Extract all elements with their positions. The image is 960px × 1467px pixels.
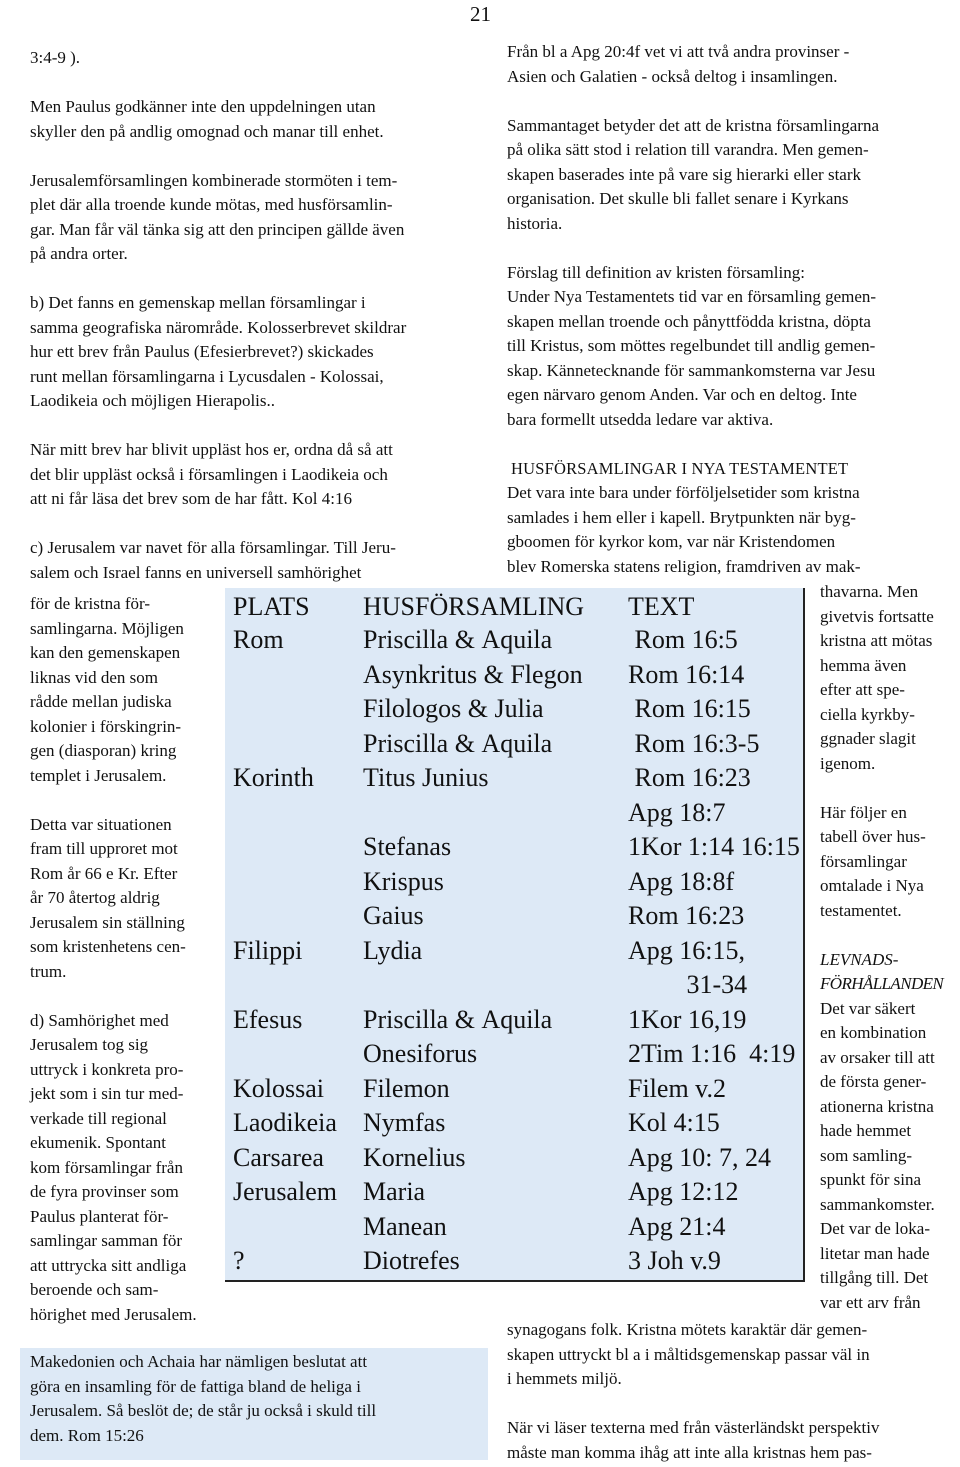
- table-cell-text: 1Kor 16,19: [628, 1004, 747, 1034]
- text-line: samlades i hem eller i kapell. Brytpunkten när byg-: [507, 507, 856, 527]
- text-line: skap. Kännetecknande för sammankomsterna var Jesu: [507, 360, 876, 380]
- text-line: [30, 984, 230, 1009]
- text-line: ekumenik. Spontant: [30, 1133, 166, 1152]
- text-line: Förslag till definition av kristen församling:: [507, 262, 805, 282]
- text-line: kolonier i förskingrin-: [30, 716, 182, 736]
- table-cell-place: Rom: [233, 625, 284, 654]
- text-line: organisation. Det skulle bli fallet senare i Kyrkans: [507, 189, 849, 208]
- table-cell-church: Onesiforus: [363, 1039, 478, 1068]
- text-line: jekt som i sin tur med-: [30, 1084, 184, 1103]
- text-line: synagogans folk. Kristna mötets karaktär där gemen-: [507, 1320, 868, 1339]
- text-line: [507, 236, 957, 261]
- table-row: [225, 658, 803, 693]
- table-cell-text: Filem v.2: [628, 1073, 726, 1103]
- table-cell-text: Apg 18:7: [628, 797, 726, 827]
- text-line: historia.: [507, 213, 563, 233]
- quote-text: [30, 1350, 376, 1448]
- table-header-church: HUSFÖRSAMLING: [363, 592, 585, 621]
- text-line: fram till upproret mot: [30, 839, 178, 858]
- table-cell-text: Rom 16:14: [628, 659, 745, 689]
- text-line: kan den gemenskapen: [30, 643, 181, 662]
- table-row: [225, 692, 803, 727]
- text-line: [30, 71, 485, 96]
- table-cell-church: Priscilla & Aquila: [363, 1004, 553, 1034]
- table-cell-text: Rom 16:15: [628, 694, 751, 723]
- text-line: [820, 923, 960, 948]
- table-cell-church: Diotrefes: [363, 1246, 460, 1275]
- text-line: Rom år 66 e Kr. Efter: [30, 863, 178, 883]
- text-line: samma geografiska närområde. Kolosserbrevet skildrar: [30, 317, 407, 337]
- text-line: liknas vid den som: [30, 667, 158, 687]
- table-cell-text: 2Tim 1:16 4:19: [628, 1039, 796, 1068]
- text-line: blev Romerska statens religion, framdriven av mak-: [507, 556, 861, 576]
- table-cell-text: Apg 16:15,: [628, 935, 745, 965]
- text-line: [30, 414, 485, 439]
- table-cell-church: Gaius: [363, 901, 424, 930]
- text-line: Det vara inte bara under förföljelsetider som kristna: [507, 483, 860, 502]
- text-line: [30, 788, 230, 813]
- text-line: d) Samhörighet med: [30, 1010, 169, 1030]
- text-line: år 70 återtog aldrig: [30, 888, 160, 907]
- table-cell-place: Laodikeia: [233, 1108, 337, 1137]
- text-line: i hemmets miljö.: [507, 1369, 622, 1388]
- table-cell-text: 3 Joh v.9: [628, 1246, 721, 1275]
- table-cell-text: Kol 4:15: [628, 1108, 720, 1137]
- text-line: omtalade i Nya: [820, 876, 924, 895]
- text-line: runt mellan församlingarna i Lycusdalen - Kolossai,: [30, 366, 384, 386]
- text-line: gar. Man får väl tänka sig att den principen gällde även: [30, 219, 405, 239]
- text-line: Detta var situationen: [30, 814, 172, 834]
- text-line: 3:4-9 ).: [30, 48, 81, 67]
- text-line: tabell över hus-: [820, 827, 926, 846]
- text-line: [820, 776, 960, 801]
- right-side-column-text: [820, 580, 960, 1315]
- text-line: plet där alla troende kunde mötas, med husförsamlin-: [30, 195, 393, 214]
- table-cell-text: Rom 16:3-5: [628, 728, 760, 758]
- table-row: [225, 1210, 803, 1245]
- text-line: bara formellt utsedda ledare var aktiva.: [507, 409, 774, 429]
- text-line: på andra orter.: [30, 244, 128, 263]
- text-line: Jerusalemförsamlingen kombinerade stormöten i tem-: [30, 170, 398, 190]
- table-cell-church: Nymfas: [363, 1108, 446, 1137]
- table-cell-church: Manean: [363, 1211, 447, 1241]
- left-column-text: [30, 46, 485, 585]
- table-row: [225, 1175, 803, 1210]
- left-narrow-column-text: [30, 592, 230, 1327]
- text-line: för de kristna för-: [30, 594, 151, 613]
- table-cell-text: Apg 18:8f: [628, 866, 735, 896]
- table-row: [225, 623, 803, 658]
- text-line: de fyra provinser som: [30, 1182, 179, 1201]
- text-line: skapen mellan troende och pånyttfödda kristna, döpta: [507, 311, 871, 331]
- scripture-quote-box: [20, 1348, 488, 1460]
- text-line: hade hemmet: [820, 1121, 912, 1140]
- text-line: Laodikeia och möjligen Hierapolis..: [30, 391, 276, 410]
- text-line: ationerna kristna: [820, 1096, 934, 1116]
- section-text: [507, 481, 957, 579]
- text-line: efter att spe-: [820, 680, 905, 699]
- text-line: Här följer en: [820, 802, 907, 822]
- text-line: trum.: [30, 961, 67, 981]
- right-column-text: [507, 40, 957, 432]
- table-cell-church: Krispus: [363, 866, 444, 896]
- text-line: litetar man hade: [820, 1243, 930, 1263]
- text-line: var ett arv från: [820, 1292, 921, 1312]
- text-line: de första gener-: [820, 1072, 927, 1091]
- text-line: Under Nya Testamentets tid var en församling gemen-: [507, 287, 877, 306]
- text-line: testamentet.: [820, 900, 902, 920]
- table-header-text: TEXT: [628, 592, 695, 621]
- text-line: [507, 89, 957, 114]
- text-line: beroende och sam-: [30, 1280, 159, 1299]
- text-line: [30, 144, 485, 169]
- table-header-place: PLATS: [233, 592, 310, 621]
- text-line: Sammantaget betyder det att de kristna församlingarna: [507, 115, 879, 135]
- text-line: LEVNADS-: [820, 949, 899, 969]
- text-line: När mitt brev har blivit uppläst hos er, ordna då så att: [30, 440, 393, 459]
- table-cell-church: Priscilla & Aquila: [363, 625, 553, 654]
- text-line: FÖRHÅLLANDEN: [820, 974, 944, 993]
- text-line: igenom.: [820, 753, 876, 773]
- text-line: hemma även: [820, 655, 907, 675]
- text-line: salem och Israel fanns en universell samhörighet: [30, 562, 362, 582]
- text-line: Från bl a Apg 20:4f vet vi att två andra provinser -: [507, 42, 850, 61]
- text-line: som samling-: [820, 1145, 913, 1165]
- text-line: att uttrycka sitt andliga: [30, 1255, 187, 1275]
- table-cell-text: Rom 16:23: [628, 901, 745, 930]
- text-line: dem. Rom 15:26: [30, 1425, 144, 1445]
- text-line: en kombination: [820, 1023, 927, 1042]
- table-cell-text: 1Kor 1:14 16:15: [628, 832, 800, 861]
- table-cell-text: Rom 16:5: [628, 625, 738, 654]
- text-line: templet i Jerusalem.: [30, 765, 167, 785]
- table-cell-place: Kolossai: [233, 1073, 324, 1103]
- text-line: verkade till regional: [30, 1108, 167, 1128]
- text-line: Men Paulus godkänner inte den uppdelningen utan: [30, 97, 376, 116]
- table-cell-place: Efesus: [233, 1004, 303, 1034]
- text-line: ggnader slagit: [820, 729, 916, 748]
- text-line: thavarna. Men: [820, 582, 919, 601]
- text-line: hur ett brev från Paulus (Efesierbrevet?) skickades: [30, 342, 374, 361]
- table-cell-church: Priscilla & Aquila: [363, 728, 553, 758]
- text-line: b) Det fanns en gemenskap mellan församlingar i: [30, 293, 366, 312]
- right-column: [507, 40, 957, 579]
- text-line: att ni får läsa det brev som de har fått. Kol 4:16: [30, 489, 352, 508]
- text-line: gen (diasporan) kring: [30, 741, 177, 760]
- table-row: [225, 1003, 803, 1038]
- text-line: c) Jerusalem var navet för alla församlingar. Till Jeru-: [30, 538, 396, 557]
- table-cell-text: Apg 10: 7, 24: [628, 1142, 771, 1172]
- text-line: av orsaker till att: [820, 1047, 935, 1067]
- table-row: [225, 1106, 803, 1141]
- text-line: [507, 1392, 952, 1417]
- table-row: [225, 1244, 803, 1279]
- text-line: Det var säkert: [820, 998, 916, 1018]
- table-cell-place: ?: [233, 1246, 245, 1275]
- table-row: [225, 934, 803, 969]
- table-cell-church: Asynkritus & Flegon: [363, 659, 583, 689]
- text-line: till Kristus, som möttes regelbundet till andlig gemen-: [507, 336, 876, 355]
- table-cell-text: Rom 16:23: [628, 763, 751, 792]
- text-line: som kristenhetens cen-: [30, 937, 186, 956]
- section-heading: HUSFÖRSAMLINGAR I NYA TESTAMENTET: [511, 458, 849, 478]
- text-line: göra en insamling för de fattiga bland de heliga i: [30, 1376, 361, 1396]
- table-cell-place: Jerusalem: [233, 1177, 337, 1206]
- house-church-table: [225, 588, 805, 1282]
- text-line: måste man komma ihåg att inte alla kristnas hem pas-: [507, 1442, 872, 1462]
- text-line: Makedonien och Achaia har nämligen beslutat att: [30, 1352, 368, 1371]
- text-line: skyller den på andlig omognad och manar till enhet.: [30, 121, 384, 141]
- table-cell-church: Maria: [363, 1177, 426, 1206]
- text-line: på olika sätt stod i relation till varandra. Men gemen-: [507, 140, 869, 159]
- right-bottom-text: [507, 1318, 952, 1465]
- text-line: kom församlingar från: [30, 1157, 183, 1177]
- text-line: tillgång till. Det: [820, 1268, 929, 1287]
- table-row: [225, 830, 803, 865]
- text-line: samlingarna. Möjligen: [30, 618, 184, 638]
- text-line: samlingar samman för: [30, 1231, 183, 1250]
- table-row: [225, 1072, 803, 1107]
- table-cell-place: Carsarea: [233, 1142, 324, 1172]
- text-line: Jerusalem. Så beslöt de; de står ju också i skuld till: [30, 1401, 377, 1420]
- text-line: uttryck i konkreta pro-: [30, 1059, 184, 1079]
- text-line: skapen baserades inte på vare sig hierarki eller stark: [507, 164, 862, 184]
- text-line: rådde mellan judiska: [30, 692, 172, 711]
- table-row: [225, 865, 803, 900]
- text-line: Paulus planterat för-: [30, 1206, 169, 1226]
- table-cell-church: Filologos & Julia: [363, 694, 544, 723]
- table-cell-church: Filemon: [363, 1073, 450, 1103]
- table-cell-church: Lydia: [363, 935, 423, 965]
- table-row: [225, 1037, 803, 1072]
- text-line: Jerusalem tog sig: [30, 1035, 149, 1054]
- table-row: [225, 968, 803, 1003]
- text-line: Jerusalem sin ställning: [30, 912, 185, 932]
- text-line: spunkt för sina: [820, 1170, 922, 1189]
- text-line: givetvis fortsatte: [820, 606, 934, 626]
- text-line: sammankomster.: [820, 1194, 935, 1214]
- text-line: det blir uppläst också i församlingen i Laodikeia och: [30, 464, 388, 484]
- text-line: Det var de loka-: [820, 1219, 930, 1238]
- page-number: 21: [470, 2, 491, 26]
- text-line: ciella kyrkby-: [820, 704, 915, 724]
- table-cell-text: 31-34: [628, 970, 748, 999]
- table-cell-church: Stefanas: [363, 832, 452, 861]
- text-line: [30, 512, 485, 537]
- table-cell-text: Apg 12:12: [628, 1177, 739, 1206]
- table-row: [225, 727, 803, 762]
- table-cell-place: Korinth: [233, 763, 314, 792]
- text-line: skapen uttryckt bl a i måltidsgemenskap passar väl in: [507, 1344, 870, 1364]
- text-line: gboomen för kyrkor kom, var när Kristendomen: [507, 532, 836, 551]
- text-line: Asien och Galatien - också deltog i insamlingen.: [507, 66, 838, 86]
- text-line: egen närvaro genom Anden. Var och en deltog. Inte: [507, 385, 857, 404]
- table-row: [225, 761, 803, 796]
- table-cell-church: Kornelius: [363, 1142, 466, 1172]
- text-line: hörighet med Jerusalem.: [30, 1304, 197, 1324]
- table-cell-church: Titus Junius: [363, 763, 489, 792]
- table-row: [225, 1141, 803, 1176]
- text-line: församlingar: [820, 851, 907, 871]
- table-cell-place: Filippi: [233, 935, 303, 965]
- text-line: När vi läser texterna med från västerländskt perspektiv: [507, 1418, 880, 1437]
- table-row: [225, 796, 803, 831]
- table-cell-text: Apg 21:4: [628, 1211, 726, 1241]
- table-row: [225, 899, 803, 934]
- text-line: kristna att mötas: [820, 631, 933, 650]
- text-line: [30, 267, 485, 292]
